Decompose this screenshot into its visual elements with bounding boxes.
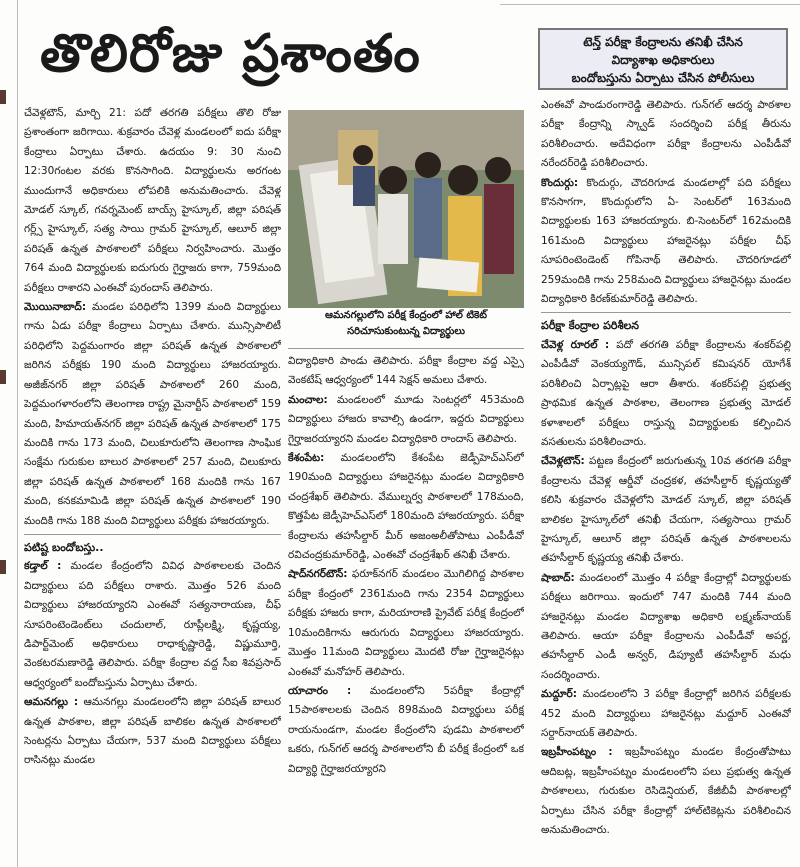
paragraph-text: మండల కేంద్రంలోని వివిధ పాఠశాలలకు చెందిన విద్యార్థులు పది పరీక్షలు రాశారు. మొత్తం 526 మంది విద్యార్థులు హాజరయ్యారని ఎంఈవో సత్యనారాయణ, చీఫ్‌ సూపరింటెండెంట్‌లు చందులాల్‌, రూప్లీలక్ష్మి, కృష్ణయ్య, డిపార్ట్‌మెంట్‌ అధికారులు రాధాకృష్ణారెడ్డి, విష్ణుమూర్తి, వెంకటరమణారెడ్డి తెలిపారు. పరీక్షా కేంద్రాల వద్ద సీఐ శివప్రసాద్‌ ఆధ్వర్యంలో బందోబస్తును ఏర్పాటు చేశారు.	[24, 560, 281, 689]
section-divider	[24, 534, 281, 535]
paragraph-text: పట్టణ కేంద్రంలో జరుగుతున్న 10వ తరగతి పరీక్షా కేంద్రాలను చేవెళ్ల ఆర్డీవో చంద్రకళ, తహసీల్దార్‌ కృష్ణయ్యతో కలిసి శుక్రవారం చేవెళ్లలోని మోడల్‌ స్కూల్‌, జిల్లా పరిషత్‌ బాలికల హైస్కూల్‌లో తనిఖీ చేయగా, సత్యసాయి గ్రామర్‌ హైస్కూల్‌, ఆలూర్‌ జిల్లా పరిషత్‌ ఉన్నత పాఠశాలలను తహసీల్దార్‌ కృష్ణయ్య తనిఖీ చేశారు.	[541, 455, 791, 565]
article-paragraph	[541, 336, 791, 452]
article-paragraph	[541, 452, 791, 568]
dateline-lead: ఆమనగల్లు :	[24, 696, 79, 709]
article-paragraph	[24, 298, 281, 531]
dateline-lead: చేవెళ్ల రూరల్‌ :	[541, 338, 610, 351]
article-paragraph	[24, 557, 281, 693]
section-subheading: పరీక్షా కేంద్రాల పరిశీలన	[541, 319, 640, 333]
dateline-lead: కొందుర్గు:	[541, 176, 579, 189]
sub-headline-line: టెన్త్‌ పరీక్షా కేంద్రాలను తనిఖీ చేసిన	[583, 35, 743, 49]
paragraph-text: మండలంలోని 5పరీక్షా కేంద్రాల్లో 15పాఠశాలలకు చెందిన 898మంది విద్యార్థులు పరీక్ష రాయనుండగా, మండల కేంద్రంలోని పుడమి పాఠశాలలో ఒకరు, గున్‌గల్‌ ఆదర్శ పాఠశాలలోని బీ పరీక్ష కేంద్రంలో ఒక విద్యార్థి గైర్హాజరయ్యారని	[288, 684, 524, 775]
top-rule	[500, 4, 800, 5]
article-column-3	[541, 96, 791, 864]
article-paragraph: చేవెళ్లటౌన్‌, మార్చి 21: పదో తరగతి పరీక్షలు తొలి రోజు ప్రశాంతంగా జరిగాయి. శుక్రవారం చేవెళ్ల మండలంలో ఐదు పరీక్షా కేంద్రాలు ఏర్పాటు చేశారు. ఉదయం 9: 30 నుంచి 12:30గంటల వరకు కొనసాగింది. విద్యార్థులను అరగంట ముందుగానే అధికారులు లోపలికి అనుమతించారు. చేవెళ్ల మోడల్‌ స్కూల్‌, గవర్నమెంట్‌ బాయ్స్‌ హైస్కూల్‌, జిల్లా పరిషత్‌ గర్ల్స్‌ హైస్కూల్‌, సత్య సాయి గ్రామర్‌ హైస్కూల్‌, ఆలూర్‌ జిల్లా పరిషత్‌ ఉన్నత పాఠశాలలో పరీక్షలు నిర్వహించారు. మొత్తం 764 మంది విద్యార్థులకు ఐదుగురు గైర్హాజరు కాగా, 759మంది పరీక్షలు రాశారని ఎంఈవో పురందాస్‌ తెలిపారు.	[24, 107, 281, 294]
paragraph-text: పదో తరగతి పరీక్షా కేంద్రాలను శంకర్‌పల్లి ఎంపీడీవో వెంకయ్యగౌడ్‌, మున్సిపల్‌ కమిషనర్‌ యోగేశ్‌ పరిశీలించి ఏర్పాట్లపై ఆరా తీశారు. శంకర్‌పల్లి ప్రభుత్వ ప్రాథమిక ఉన్నత పాఠశాల, తెలంగాణ ప్రభుత్వ మోడల్‌ కళాశాలలో పరీక్షలు రాస్తున్న విద్యార్థులకు కల్పించిన వసతులను పరిశీలించారు.	[541, 338, 791, 448]
article-paragraph	[541, 685, 791, 743]
margin-rule	[17, 0, 18, 867]
dateline-lead: మద్దూర్‌:	[541, 688, 577, 701]
sub-headline-line: విద్యాశాఖ అధికారులు	[611, 53, 715, 67]
dateline-lead: మొయినాబాద్‌:	[24, 301, 87, 314]
news-photo	[288, 110, 524, 308]
article-paragraph	[288, 449, 524, 565]
article-paragraph	[541, 743, 791, 840]
dateline-lead: షాద్‌నగర్‌టౌన్‌:	[288, 568, 348, 581]
headline: తొలిరోజు ప్రశాంతం	[40, 23, 421, 84]
paragraph-text: మండలంలో మొత్తం 4 పరీక్షా కేంద్రాల్లో విద్యార్థులకు పరీక్షలు జరిగాయి. ఇందులో 747 మందికి 744 మంది హాజరైనట్లు మండల విద్యాశాఖ అధికారి లక్ష్మణ్‌నాయక్‌ తెలిపారు. ఆయా పరీక్షా కేంద్రాలను ఎంపీడీవో అపర్ణ, తహసీల్దార్‌ ఎండీ అన్వర్‌, డిప్యూటీ తహసీల్దార్‌ మధు సందర్శించారు.	[541, 571, 791, 681]
paragraph-text: మండల పరిధిలోని 1399 మంది విద్యార్థులు గాను ఏడు పరీక్షా కేంద్రాలు ఏర్పాటు చేశారు. మున్సిపాలిటీ పరిధిలోని పెద్దమంగారం జిల్లా పరిషత్‌ ఉన్నత పాఠశాలలో జరిగిన పరీక్షకు 190 మంది విద్యార్థులు హాజరయ్యారు. అజీజ్‌నగర్‌ జిల్లా పరిషత్‌ పాఠశాలలో 260 మంది, పెద్దమంగళారంలోని తెలంగాణ రాష్ట్ర మైనార్టీస్‌ పాఠశాలలో 159 మంది, హిమాయత్‌నగర్‌ జిల్లా పరిషత్‌ ఉన్నత పాఠశాలలో 175 మందికి గాను 173 మంది, చిలుకూరులోని తెలంగాణ సాంఘిక సంక్షేమ గురుకుల బాలుర పాఠశాలలో 257 మంది, చిలుకూరు జిల్లా పరిషత్‌ ఉన్నత పాఠశాలలో 168 మందికి గాను 167 మంది, కనకమామిడి జిల్లా పరిషత్‌ ఉన్నత పాఠశాలలో 190 మందికి గాను 188 మంది విద్యార్థులు పరీక్షకు హాజరయ్యారు.	[24, 301, 281, 527]
margin-mark	[0, 370, 6, 384]
margin-mark	[0, 90, 6, 104]
dateline-lead: కడ్తాల్‌ :	[24, 560, 62, 573]
dateline-lead: చేవెళ్లటౌన్‌:	[541, 455, 585, 468]
paragraph-text: కొందుర్గు, చౌదరిగూడ మండలాల్లో పది పరీక్షలు కొనసాగగా, కొందుర్గులోని ఏ- సెంటర్‌లో 163మంది విద్యార్థులకు 163 హాజరయ్యారు. బి-సెంటర్‌లో 162మందికి 161మంది విద్యార్థులు హాజరైనట్లు పరీక్షల చీఫ్‌ సూపరింటెండెంట్‌ గోపినాథ్‌ తెలిపారు. చౌదరిగూడలో 259మందికి గాను 258మంది విద్యార్థులు హాజరైనట్లు మండల విద్యాధికారి కిరణ్‌కుమార్‌రెడ్డి తెలిపారు.	[541, 176, 791, 306]
article-column-1	[24, 104, 281, 864]
dateline-lead: మంచాల:	[288, 393, 328, 406]
article-paragraph	[288, 391, 524, 449]
paragraph-text: మండలంలో మూడు సెంటర్లలో 453మంది విద్యార్థులు హాజరు కావాల్సి ఉండగా, ఇద్దరు విద్యార్థులు గైర్హాజరయ్యారని మండల విద్యాధికారి రాందాస్‌ తెలిపారు.	[288, 393, 524, 445]
sub-headline-box	[538, 28, 788, 90]
dateline-lead: షాబాద్‌:	[541, 571, 575, 584]
paragraph-text: మండలంలోని 3 పరీక్షా కేంద్రాల్లో జరిగిన పరీక్షలకు 452 మంది విద్యార్థులు హాజరైనట్లు మద్దూర్‌ ఎంఈవో సర్దార్‌నాయక్‌ తెలిపారు.	[541, 688, 791, 739]
margin-mark	[0, 560, 6, 574]
paragraph-text: ఇబ్రహీంపట్నం మండల కేంద్రంతోపాటు ఆదిబట్ల, ఇబ్రహీంపట్నం మండలంలోని పలు ప్రభుత్వ ఉన్నత పాఠశాలలు, గురుకుల రెసిడెన్షియల్‌, కేజీబీవీ పాఠశాలల్లో ఏర్పాటు చేసిన పరీక్షా కేంద్రాల్లో హాల్‌టికెట్లను పరిశీలించిన అనుమతించారు.	[541, 746, 791, 837]
article-paragraph	[288, 682, 524, 779]
article-paragraph	[24, 693, 281, 771]
sub-headline-line: బందోబస్తును ఏర్పాటు చేసిన పోలీసులు	[571, 71, 755, 85]
article-paragraph	[288, 565, 524, 681]
paragraph-text: ఆమనగల్లు మండలంలోని జిల్లా పరిషత్‌ బాలుర ఉన్నత పాఠశాల, జిల్లా పరిషత్‌ బాలికల ఉన్నత పాఠశాలలో సెంటర్లను ఏర్పాటు చేయగా, 537 మంది విద్యార్థులు పరీక్షలు రాసినట్లు మండల	[24, 696, 281, 767]
section-divider	[541, 312, 791, 313]
article-paragraph: విద్యాధికారి పాండు తెలిపారు. పరీక్షా కేంద్రాల వద్ద ఎస్సై వెంకటేష్‌ ఆధ్వర్యంలో 144 సెక్షన్‌ అమలు చేశారు.	[288, 355, 524, 387]
article-paragraph	[541, 569, 791, 685]
dateline-lead: కేశంపేట:	[288, 452, 325, 465]
article-paragraph	[541, 174, 791, 310]
article-paragraph: ఎంఈవో పాండురంగారెడ్డి తెలిపారు. గున్‌గల్‌ ఆదర్శ పాఠశాల పరీక్షా కేంద్రాన్ని స్క్వాడ్‌ సందర్శించి పరీక్ష తీరును పరిశీలించారు. అదేవిధంగా పరీక్షా కేంద్రాలను ఎంపీడీవో నరేందర్‌రెడ్డి పరిశీలించారు.	[541, 99, 791, 170]
dateline-lead: ఇబ్రహీంపట్నం :	[541, 746, 613, 759]
article-column-2	[288, 352, 524, 864]
paragraph-text: ఫరూక్‌నగర్‌ మండలం మొగిలిగిద్ద పాఠశాల పరీక్షా కేంద్రంలో 2361మంది గాను 2354 విద్యార్థులు పరీక్షకు హాజరు కాగా, మరియారాణి ప్రైవేట్‌ పరీక్ష కేంద్రంలో 10మందికిగాను ఆరుగురు విద్యార్థులు హాజరయ్యారు. మొత్తం 11మంది విద్యార్థులు మొదటి రోజు గైర్హాజరైనట్లు ఎంఈవో మనోహర్‌ తెలిపారు.	[288, 568, 524, 678]
paragraph-text: మండలంలోని కేశంపేట జెడ్పీహెచ్‌ఎస్‌లో 190మంది విద్యార్థులు హాజరైనట్లు మండల విద్యాధికారి చంద్రశేఖర్‌ తెలిపారు. వేముల్నర్వ పాఠశాలలో 178మంది, కొత్తపేట జెడ్పీహెచ్‌ఎస్‌లో 180మంది హాజరయ్యారు. పరీక్షా కేంద్రాలను తహసీల్దార్‌ మీర్‌ అజంఅలీతోపాటు ఎంపీడీవో రవిచంద్రకుమార్‌రెడ్డి, ఎంఈవో చంద్రశేఖర్‌ తనిఖీ చేశారు.	[288, 452, 524, 562]
section-subheading: పటిష్ట బందోబస్తు..	[24, 540, 104, 554]
dateline-lead: యాచారం :	[288, 684, 352, 697]
photo-caption: ఆమనగల్లులోని పరీక్ష కేంద్రంలో హాల్‌ టికెట్‌ సరిచూసుకుంటున్న విద్యార్థులు	[288, 308, 524, 349]
